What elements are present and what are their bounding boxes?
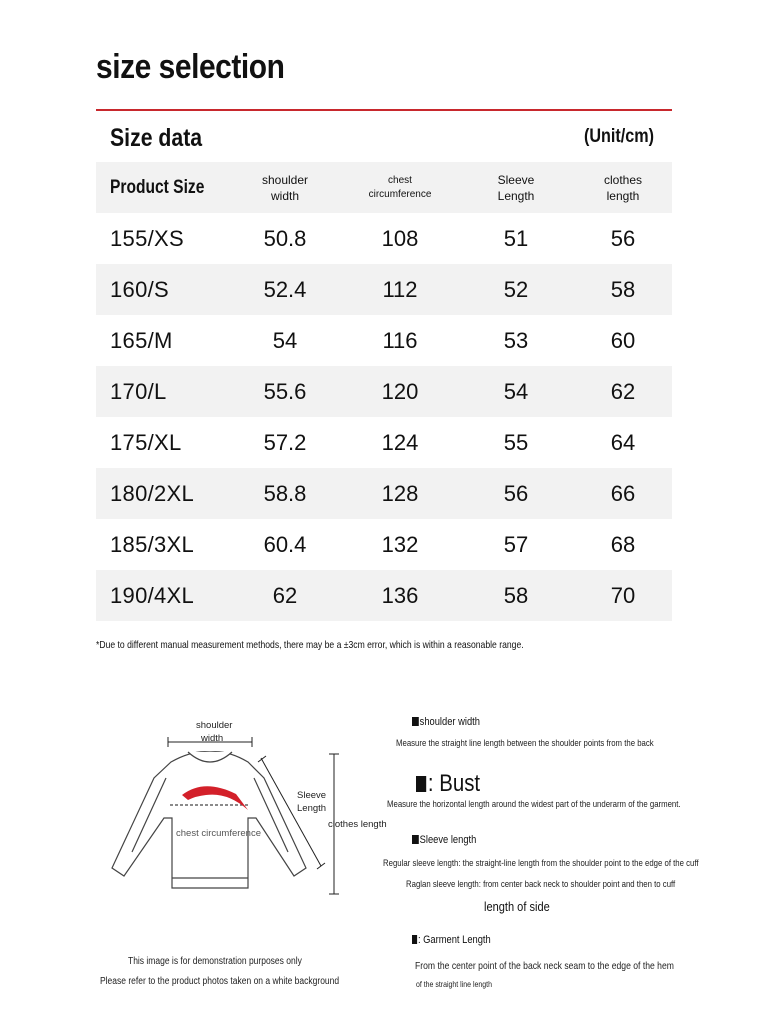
header-sleeve-length: Sleeve Length xyxy=(497,172,535,203)
sleeve-cell: 54 xyxy=(503,378,529,404)
table-row xyxy=(96,519,672,570)
bullet-icon xyxy=(412,935,417,944)
shoulder-cell: 62 xyxy=(272,582,298,608)
sleeve-length-heading: Sleeve length xyxy=(412,834,476,846)
clothes-cell: 60 xyxy=(610,327,636,353)
chest-cell: 116 xyxy=(382,327,418,353)
chest-cell: 124 xyxy=(381,429,419,455)
clothes-cell: 56 xyxy=(610,225,636,251)
diagram-sleeve-label: Sleeve xyxy=(297,790,327,801)
diagram-chest-label: chest circumference xyxy=(176,828,262,839)
table-row xyxy=(96,570,672,621)
diagram-shoulder-label: shoulder xyxy=(196,720,233,731)
table-row xyxy=(96,264,672,315)
table-header-row xyxy=(96,162,672,213)
shoulder-cell: 54 xyxy=(272,327,298,353)
bust-description: Measure the horizontal length around the widest part of the underarm of the garment. xyxy=(387,799,681,810)
garment-length-heading: : Garment Length xyxy=(412,934,491,946)
header-shoulder-width: shoulder width xyxy=(261,172,309,203)
diagram-caption-1: This image is for demonstration purposes only xyxy=(128,956,302,967)
header-chest-circumference: chest circumference xyxy=(368,174,432,200)
bullet-icon xyxy=(412,835,419,844)
chest-cell: 108 xyxy=(381,225,419,251)
sleeve-cell: 56 xyxy=(503,480,529,506)
table-row xyxy=(96,417,672,468)
diagram-clothes-length-label: clothes length xyxy=(328,819,387,830)
garment-diagram xyxy=(96,700,396,910)
size-cell: 190/4XL xyxy=(110,582,195,608)
sleeve-cell: 55 xyxy=(503,429,529,455)
clothes-cell: 70 xyxy=(610,582,636,608)
shoulder-cell: 52.4 xyxy=(263,276,307,302)
table-row xyxy=(96,366,672,417)
diagram-sleeve-length-label: Length xyxy=(297,803,327,814)
table-row xyxy=(96,213,672,264)
chest-cell: 136 xyxy=(381,582,419,608)
size-data-heading: Size data xyxy=(110,124,203,152)
sleeve-description-regular: Regular sleeve length: the straight-line length from the shoulder point to the edge of the cuff xyxy=(383,858,699,869)
size-cell: 175/XL xyxy=(110,429,182,455)
shoulder-cell: 50.8 xyxy=(263,225,307,251)
sleeve-cell: 57 xyxy=(503,531,529,557)
bullet-icon xyxy=(416,776,426,792)
sleeve-cell: 52 xyxy=(503,276,529,302)
shoulder-width-description: Measure the straight line length between the shoulder points from the back xyxy=(396,738,654,749)
shoulder-cell: 58.8 xyxy=(263,480,307,506)
size-table xyxy=(96,162,672,621)
sleeve-cell: 53 xyxy=(503,327,529,353)
unit-label: (Unit/cm) xyxy=(584,126,654,147)
garment-length-description: From the center point of the back neck seam to the edge of the hem xyxy=(415,960,674,972)
chest-cell: 112 xyxy=(382,276,418,302)
diagram-width-label: width xyxy=(201,733,224,744)
garment-length-description-2: of the straight line length xyxy=(416,979,492,989)
sweatshirt-illustration xyxy=(96,700,396,910)
shoulder-cell: 60.4 xyxy=(263,531,307,557)
size-cell: 185/3XL xyxy=(110,531,195,557)
chest-cell: 132 xyxy=(381,531,419,557)
shoulder-cell: 57.2 xyxy=(263,429,307,455)
clothes-cell: 66 xyxy=(610,480,636,506)
header-clothes-length: clothes length xyxy=(603,172,643,203)
clothes-cell: 68 xyxy=(610,531,636,557)
shoulder-width-heading: shoulder width xyxy=(412,716,480,728)
sleeve-description-raglan: Raglan sleeve length: from center back neck to shoulder point and then to cuff xyxy=(406,879,676,890)
title-divider xyxy=(96,109,672,111)
size-cell: 180/2XL xyxy=(110,480,195,506)
clothes-cell: 64 xyxy=(610,429,636,455)
clothes-cell: 62 xyxy=(610,378,636,404)
measurement-note: *Due to different manual measurement methods, there may be a ±3cm error, which is within a reasonable range. xyxy=(96,639,524,651)
size-cell: 165/M xyxy=(110,327,173,353)
sleeve-description-side: length of side xyxy=(484,899,550,914)
sweatshirt-body xyxy=(112,752,306,888)
page-title: size selection xyxy=(96,48,285,86)
size-cell: 170/L xyxy=(110,378,167,404)
size-cell: 160/S xyxy=(110,276,169,302)
bust-heading: : Bust xyxy=(416,770,480,798)
diagram-caption-2: Please refer to the product photos taken on a white background xyxy=(100,976,340,987)
table-row xyxy=(96,468,672,519)
shoulder-cell: 55.6 xyxy=(263,378,307,404)
sleeve-cell: 51 xyxy=(503,225,529,251)
header-product-size: Product Size xyxy=(110,176,205,198)
clothes-cell: 58 xyxy=(610,276,636,302)
size-cell: 155/XS xyxy=(110,225,184,251)
sleeve-cell: 58 xyxy=(503,582,529,608)
chest-cell: 120 xyxy=(381,378,419,404)
chest-cell: 128 xyxy=(381,480,419,506)
bullet-icon xyxy=(412,717,419,726)
table-row xyxy=(96,315,672,366)
